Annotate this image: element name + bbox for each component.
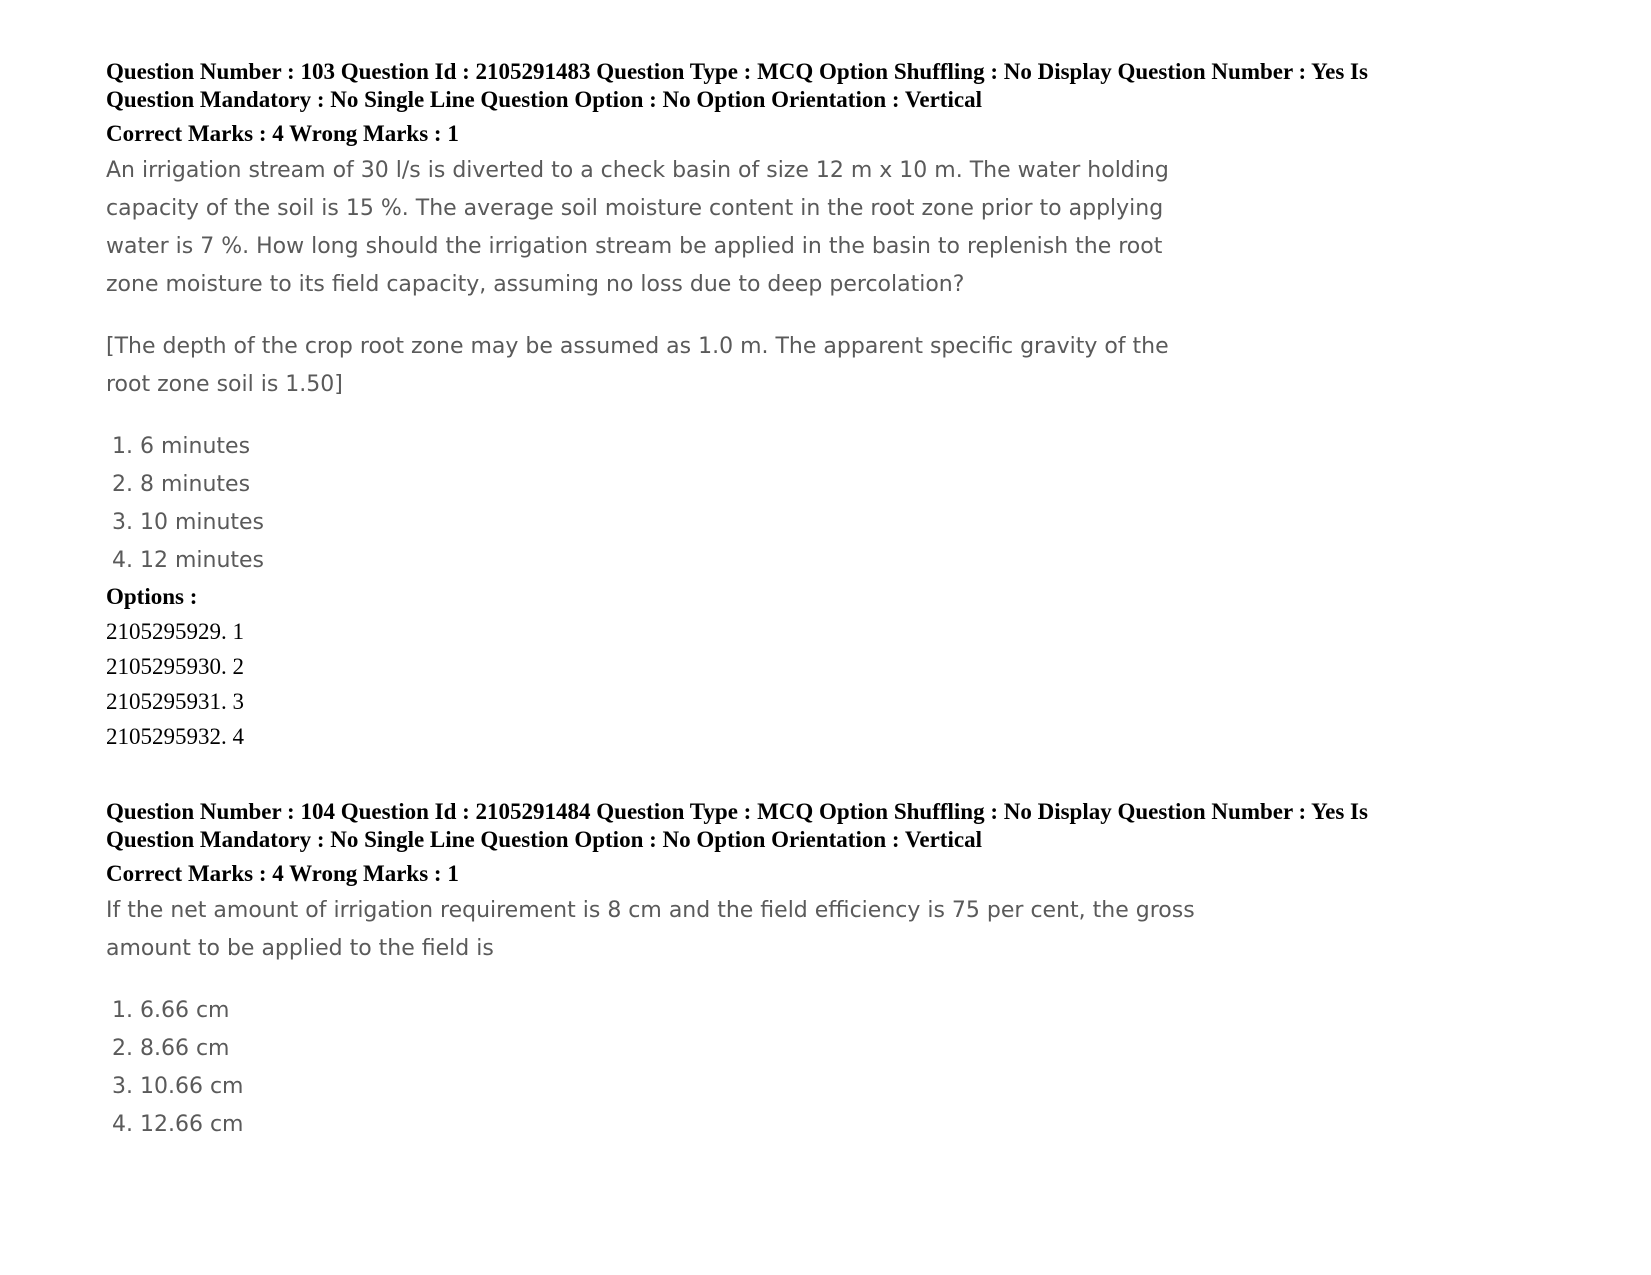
question-meta-line-2: Question Mandatory : No Single Line Question Option : No Option Orientation : Vertical	[106, 827, 982, 852]
question-text-note: [The depth of the crop root zone may be assumed as 1.0 m. The apparent specific gravity of the root zone soil is 1.50]	[106, 334, 1169, 397]
answer-choice: 1. 6.66 cm	[112, 998, 230, 1023]
question-text-paragraph: If the net amount of irrigation requirement is 8 cm and the field efficiency is 75 per cent, the gross amount to be applied to the field is	[106, 898, 1195, 961]
answer-choices	[106, 992, 1566, 1144]
option-id-list	[106, 614, 1566, 754]
question-text	[106, 892, 1216, 968]
answer-choice: 1. 6 minutes	[112, 434, 251, 459]
option-id: 2105295930. 2	[106, 654, 244, 679]
question-meta	[106, 798, 1566, 854]
answer-choices	[106, 428, 1566, 580]
options-heading: Options :	[106, 584, 198, 609]
answer-choice: 3. 10.66 cm	[112, 1074, 244, 1099]
option-id: 2105295932. 4	[106, 724, 244, 749]
question-103	[106, 58, 1566, 754]
answer-choice: 4. 12 minutes	[112, 548, 265, 573]
answer-choice: 2. 8.66 cm	[112, 1036, 230, 1061]
document-page	[106, 58, 1566, 1144]
answer-choice: 4. 12.66 cm	[112, 1112, 244, 1137]
question-marks: Correct Marks : 4 Wrong Marks : 1	[106, 121, 459, 146]
question-meta-line-1: Question Number : 103 Question Id : 2105291483 Question Type : MCQ Option Shuffling : No Display Question Number : Yes Is	[106, 59, 1368, 84]
question-text-paragraph: An irrigation stream of 30 l/s is diverted to a check basin of size 12 m x 10 m. The water holding capacity of the soil is 15 %. The average soil moisture content in the root zone prior to applying water is 7 %. How long should the irrigation stream be applied in the basin to replenish the root zone moisture to its field capacity, assuming no loss due to deep percolation?	[106, 158, 1169, 297]
option-id: 2105295929. 1	[106, 619, 244, 644]
question-meta	[106, 58, 1566, 114]
answer-choice: 2. 8 minutes	[112, 472, 251, 497]
question-meta-line-1: Question Number : 104 Question Id : 2105291484 Question Type : MCQ Option Shuffling : No Display Question Number : Yes Is	[106, 799, 1368, 824]
answer-choice: 3. 10 minutes	[112, 510, 265, 535]
question-text	[106, 152, 1216, 404]
question-104	[106, 798, 1566, 1144]
question-marks: Correct Marks : 4 Wrong Marks : 1	[106, 861, 459, 886]
question-meta-line-2: Question Mandatory : No Single Line Question Option : No Option Orientation : Vertical	[106, 87, 982, 112]
option-id: 2105295931. 3	[106, 689, 244, 714]
